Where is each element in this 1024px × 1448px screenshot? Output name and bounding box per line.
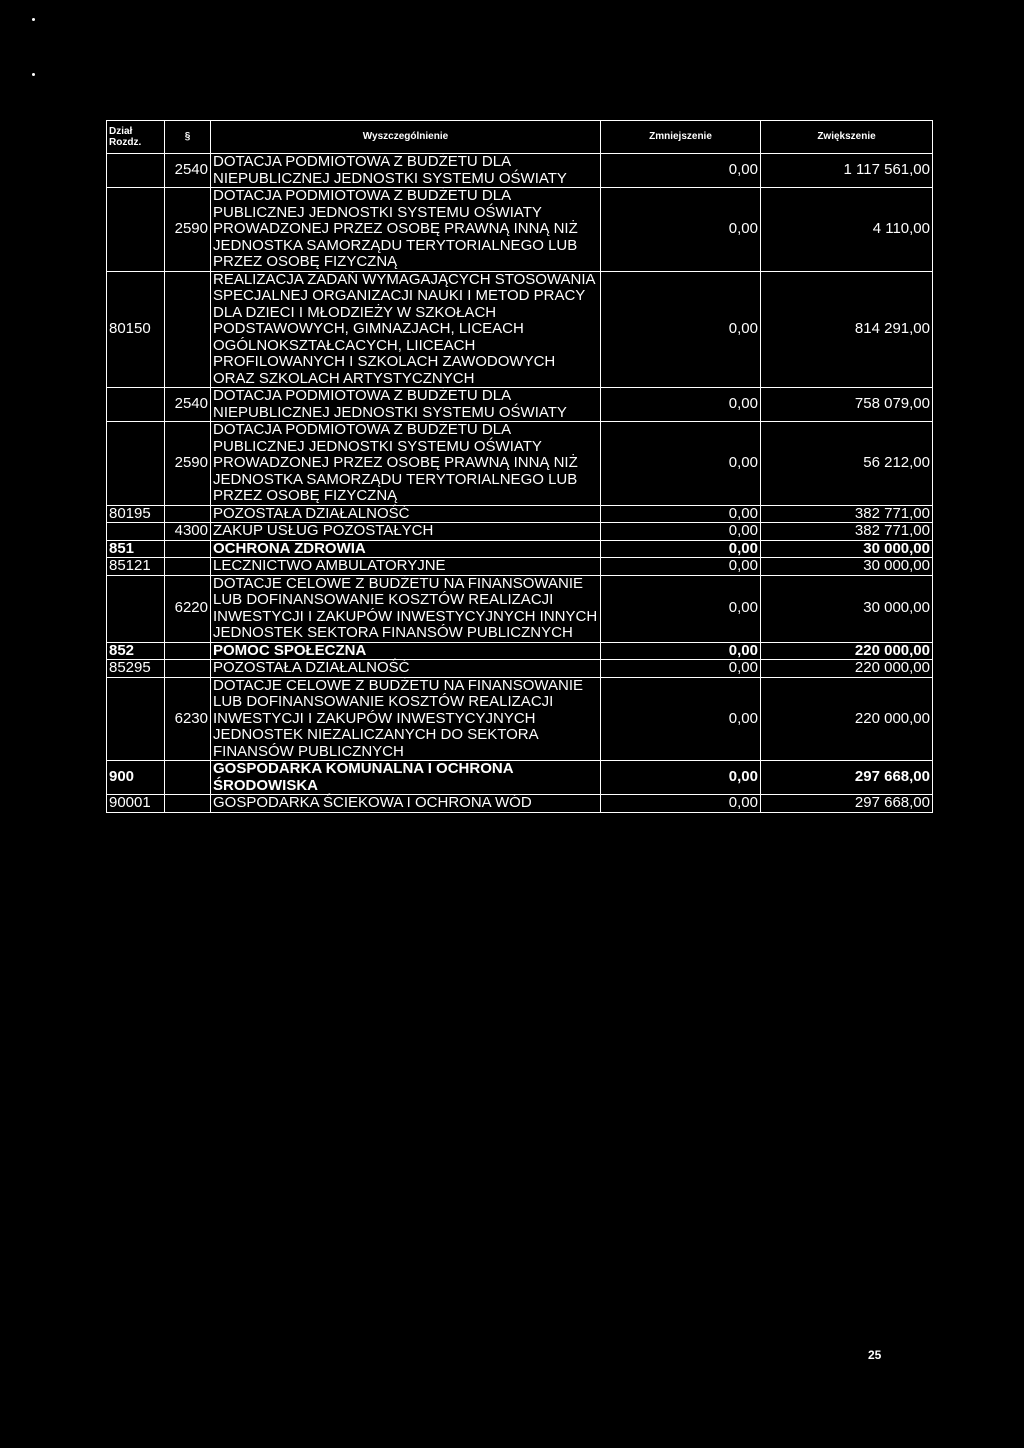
zwiekszenie-cell: 30 000,00 (761, 575, 933, 642)
paragraf-cell: 2540 (165, 154, 211, 188)
zwiekszenie-cell: 56 212,00 (761, 422, 933, 506)
zwiekszenie-cell: 814 291,00 (761, 271, 933, 388)
opis-cell: DOTACJA PODMIOTOWA Z BUDŻETU DLA PUBLICZNEJ JEDNOSTKI SYSTEMU OŚWIATY PROWADZONEJ PRZEZ OSOBĘ PRAWNĄ INNĄ NIŻ JEDNOSTKA SAMORZĄDU TERYTORIALNEGO LUB PRZEZ OSOBĘ FIZYCZNĄ (211, 188, 601, 272)
paragraf-cell (165, 761, 211, 795)
zmniejszenie-cell: 0,00 (601, 388, 761, 422)
dzial-cell: 852 (107, 642, 165, 660)
table-row (107, 271, 933, 388)
opis-cell: POZOSTAŁA DZIAŁALNOŚĆ (211, 660, 601, 678)
budget-table (106, 120, 933, 813)
table-row (107, 388, 933, 422)
dzial-cell (107, 575, 165, 642)
scan-dot (32, 18, 35, 21)
paragraf-cell (165, 505, 211, 523)
zwiekszenie-cell: 30 000,00 (761, 558, 933, 576)
paragraf-cell (165, 642, 211, 660)
dzial-cell (107, 188, 165, 272)
dzial-cell: 85295 (107, 660, 165, 678)
paragraf-cell (165, 795, 211, 813)
dzial-cell (107, 154, 165, 188)
dzial-cell (107, 388, 165, 422)
zmniejszenie-cell: 0,00 (601, 558, 761, 576)
paragraf-cell (165, 660, 211, 678)
table-row (107, 677, 933, 761)
header-zwiekszenie: Zwiększenie (761, 121, 933, 154)
opis-cell: DOTACJA PODMIOTOWA Z BUDŻETU DLA NIEPUBLICZNEJ JEDNOSTKI SYSTEMU OŚWIATY (211, 388, 601, 422)
paragraf-cell: 4300 (165, 523, 211, 541)
zwiekszenie-cell: 297 668,00 (761, 761, 933, 795)
paragraf-cell: 6220 (165, 575, 211, 642)
page-number: 25 (868, 1348, 882, 1362)
paragraf-cell: 6230 (165, 677, 211, 761)
opis-cell: DOTACJE CELOWE Z BUDŻETU NA FINANSOWANIE LUB DOFINANSOWANIE KOSZTÓW REALIZACJI INWESTYCJI I ZAKUPÓW INWESTYCYJNYCH JEDNOSTEK NIEZALICZANYCH DO SEKTORA FINANSÓW PUBLICZNYCH (211, 677, 601, 761)
dzial-cell: 85121 (107, 558, 165, 576)
zwiekszenie-cell: 382 771,00 (761, 523, 933, 541)
zwiekszenie-cell: 297 668,00 (761, 795, 933, 813)
scan-dot (32, 73, 35, 76)
zmniejszenie-cell: 0,00 (601, 795, 761, 813)
table-header-row (107, 121, 933, 154)
zmniejszenie-cell: 0,00 (601, 642, 761, 660)
zmniejszenie-cell: 0,00 (601, 422, 761, 506)
header-dzial: Dział Rozdz. (107, 121, 165, 154)
paragraf-cell (165, 271, 211, 388)
table-body (107, 154, 933, 813)
zmniejszenie-cell: 0,00 (601, 154, 761, 188)
table-row (107, 505, 933, 523)
table-row (107, 558, 933, 576)
zmniejszenie-cell: 0,00 (601, 575, 761, 642)
paragraf-cell: 2590 (165, 188, 211, 272)
paragraf-cell: 2590 (165, 422, 211, 506)
opis-cell: OCHRONA ZDROWIA (211, 540, 601, 558)
opis-cell: DOTACJE CELOWE Z BUDŻETU NA FINANSOWANIE LUB DOFINANSOWANIE KOSZTÓW REALIZACJI INWESTYCJI I ZAKUPÓW INWESTYCYJNYCH INNYCH JEDNOSTEK SEKTORA FINANSÓW PUBLICZNYCH (211, 575, 601, 642)
opis-cell: POZOSTAŁA DZIAŁALNOŚĆ (211, 505, 601, 523)
dzial-cell (107, 422, 165, 506)
zmniejszenie-cell: 0,00 (601, 271, 761, 388)
zmniejszenie-cell: 0,00 (601, 660, 761, 678)
header-zmniejszenie: Zmniejszenie (601, 121, 761, 154)
zmniejszenie-cell: 0,00 (601, 761, 761, 795)
zmniejszenie-cell: 0,00 (601, 540, 761, 558)
table-row (107, 761, 933, 795)
zmniejszenie-cell: 0,00 (601, 505, 761, 523)
zwiekszenie-cell: 30 000,00 (761, 540, 933, 558)
zwiekszenie-cell: 758 079,00 (761, 388, 933, 422)
zwiekszenie-cell: 382 771,00 (761, 505, 933, 523)
opis-cell: REALIZACJA ZADAŃ WYMAGAJĄCYCH STOSOWANIA SPECJALNEJ ORGANIZACJI NAUKI I METOD PRACY DLA DZIECI I MŁODZIEŻY W SZKOŁACH PODSTAWOWYCH, GIMNAZJACH, LICEACH OGÓLNOKSZTAŁCACYCH, LIICEACH PROFILOWANYCH I SZKOLACH ZAWODOWYCH ORAZ SZKOLACH ARTYSTYCZNYCH (211, 271, 601, 388)
table-row (107, 540, 933, 558)
dzial-cell (107, 677, 165, 761)
opis-cell: GOSPODARKA ŚCIEKOWA I OCHRONA WÓD (211, 795, 601, 813)
table-row (107, 642, 933, 660)
dzial-cell: 80150 (107, 271, 165, 388)
dzial-cell: 80195 (107, 505, 165, 523)
dzial-cell: 851 (107, 540, 165, 558)
zwiekszenie-cell: 4 110,00 (761, 188, 933, 272)
paragraf-cell (165, 558, 211, 576)
zwiekszenie-cell: 220 000,00 (761, 677, 933, 761)
paragraf-cell (165, 540, 211, 558)
opis-cell: DOTACJA PODMIOTOWA Z BUDŻETU DLA NIEPUBLICZNEJ JEDNOSTKI SYSTEMU OŚWIATY (211, 154, 601, 188)
opis-cell: DOTACJA PODMIOTOWA Z BUDŻETU DLA PUBLICZNEJ JEDNOSTKI SYSTEMU OŚWIATY PROWADZONEJ PRZEZ OSOBĘ PRAWNĄ INNĄ NIŻ JEDNOSTKA SAMORZĄDU TERYTORIALNEGO LUB PRZEZ OSOBĘ FIZYCZNĄ (211, 422, 601, 506)
dzial-cell: 900 (107, 761, 165, 795)
zmniejszenie-cell: 0,00 (601, 523, 761, 541)
table-row (107, 154, 933, 188)
zmniejszenie-cell: 0,00 (601, 677, 761, 761)
opis-cell: POMOC SPOŁECZNA (211, 642, 601, 660)
zwiekszenie-cell: 220 000,00 (761, 642, 933, 660)
dzial-cell: 90001 (107, 795, 165, 813)
table-row (107, 422, 933, 506)
zwiekszenie-cell: 1 117 561,00 (761, 154, 933, 188)
table-row (107, 660, 933, 678)
opis-cell: ZAKUP USŁUG POZOSTAŁYCH (211, 523, 601, 541)
table-row (107, 575, 933, 642)
opis-cell: GOSPODARKA KOMUNALNA I OCHRONA ŚRODOWISKA (211, 761, 601, 795)
dzial-cell (107, 523, 165, 541)
zwiekszenie-cell: 220 000,00 (761, 660, 933, 678)
header-paragraf: § (165, 121, 211, 154)
table-row (107, 523, 933, 541)
paragraf-cell: 2540 (165, 388, 211, 422)
table-row (107, 795, 933, 813)
opis-cell: LECZNICTWO AMBULATORYJNE (211, 558, 601, 576)
zmniejszenie-cell: 0,00 (601, 188, 761, 272)
header-opis: Wyszczególnienie (211, 121, 601, 154)
table-row (107, 188, 933, 272)
